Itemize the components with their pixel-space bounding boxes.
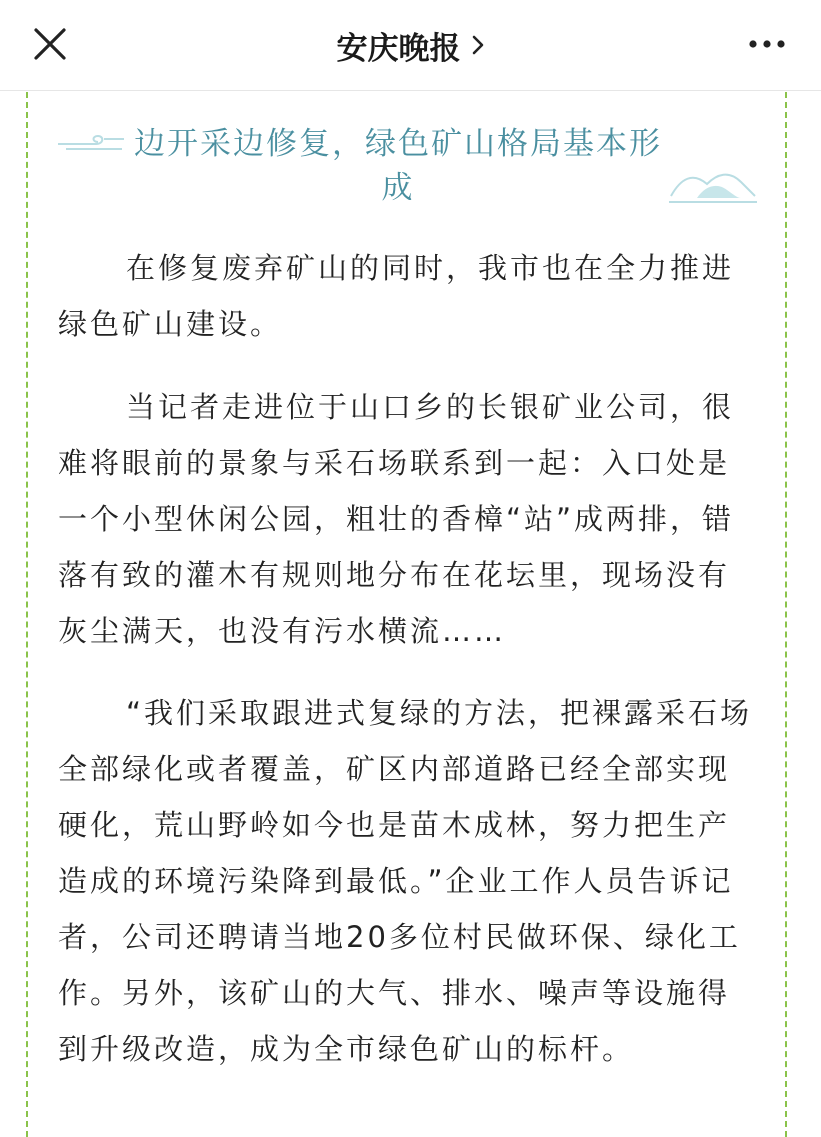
paragraph-2: 当记者走进位于山口乡的长银矿业公司，很难将眼前的景象与采石场联系到一起：入口处是一个小型休闲公园，粗壮的香樟“站”成两排，错落有致的灌木有规则地分布在花坛里，现场没有灰尘满天，也没有污水横流…… <box>58 390 735 648</box>
account-title-link[interactable] <box>337 23 485 68</box>
paragraph-3: “我们采取跟进式复绿的方法，把裸露采石场全部绿化或者覆盖，矿区内部道路已经全部实现硬化，荒山野岭如今也是苗木成林，努力把生产造成的环境污染降到最低。”企业工作人员告诉记者，公司还聘请当地20多位村民做环保、绿化工作。另外，该矿山的大气、排水、噪声等设施得到升级改造，成为全市绿色矿山的标杆。 <box>58 696 753 1066</box>
account-title: 安庆晚报 <box>336 30 461 67</box>
top-bar <box>0 0 821 91</box>
paragraph-1: 在修复废弃矿山的同时，我市也在全力推进绿色矿山建设。 <box>58 251 735 341</box>
more-horizontal-icon <box>747 34 787 54</box>
title-area <box>0 0 821 90</box>
mountain-decoration-icon <box>667 168 759 208</box>
more-button[interactable] <box>747 34 787 54</box>
cloud-decoration-icon <box>56 132 126 152</box>
section-heading-block <box>28 92 785 222</box>
chevron-right-icon <box>471 34 485 56</box>
section-heading: 边开采边修复，绿色矿山格局基本形成 <box>134 126 662 206</box>
article-content <box>26 92 787 1137</box>
